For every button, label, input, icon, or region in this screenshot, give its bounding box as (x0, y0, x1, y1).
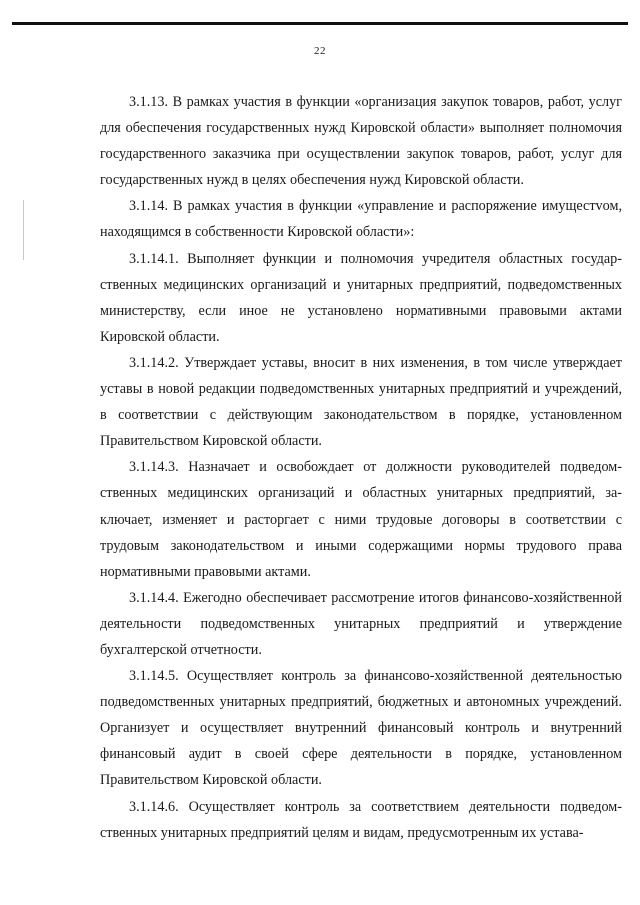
paragraph-3-1-14-3: 3.1.14.3. Назначает и освобождает от должности руководителей подведомственных медицинских организаций и областных унитарных предприятий, заключает, изменяет и расторгает с ними трудовые договоры в соответствии с трудовым законодательством и иными содержащими нормы трудового права нормативными правовыми актами. (100, 459, 622, 580)
paragraph-3-1-14-6: 3.1.14.6. Осуществляет контроль за соответствием деятельности подведомственных унитарных предприятий целям и видам, предусмотренным их устава- (100, 798, 622, 841)
document-body (100, 89, 622, 846)
paragraph-3-1-14: 3.1.14. В рамках участия в функции «управление и распоряжение имущестvом, находящимся в собственности Кировской области»: (100, 198, 622, 241)
header-rule (12, 22, 628, 25)
paragraph-3-1-13: 3.1.13. В рамках участия в функции «организация закупок товаров, работ, услуг для обеспечения государственных нужд Кировской области» выполняет полномочия государственного заказчика при осуществлении закупок товаров, работ, услуг для государственных нужд в целях обеспечения нужд Кировской области. (100, 94, 622, 189)
paragraph-3-1-14-4: 3.1.14.4. Ежегодно обеспечивает рассмотрение итогов финансово-хозяйственной деятельности подведомственных унитарных предприятий и утверждение бухгалтерской отчетности. (100, 589, 622, 658)
margin-mark (23, 200, 24, 260)
paragraph-3-1-14-2: 3.1.14.2. Утверждает уставы, вносит в них изменения, в том числе утверждает уставы в новой редакции подведомственных унитарных предприятий и учреждений, в соответствии с действующим законодательством в порядке, установленном Правительством Кировской области. (100, 354, 622, 450)
paragraph-3-1-14-1: 3.1.14.1. Выполняет функции и полномочия учредителя областных государственных медицинских организаций и унитарных предприятий, подведомственных министерству, если иное не установлено нормативными правовыми актами Кировской области. (100, 250, 622, 345)
page-number: 22 (314, 45, 326, 57)
paragraph-3-1-14-5: 3.1.14.5. Осуществляет контроль за финансово-хозяйственной деятельностью подведомственных унитарных предприятий, бюджетных и автономных учреждений. Организует и осуществляет внутренний финансовый контроль и внутренний финансовый аудит в своей сфере деятельности в порядке, установленном Правительством Кировской области. (100, 668, 622, 789)
